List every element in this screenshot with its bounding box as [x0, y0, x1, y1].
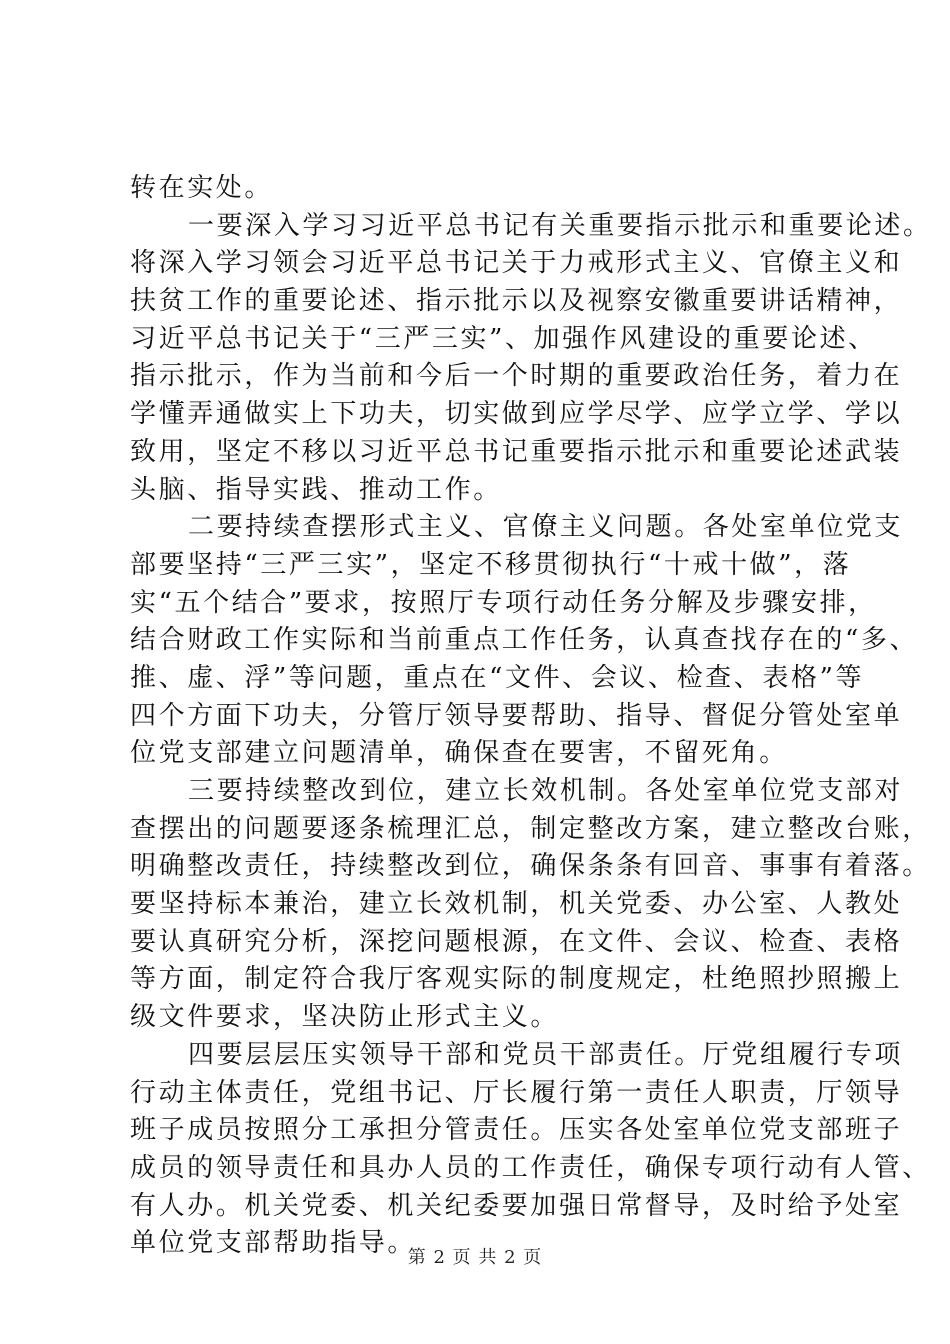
text-line: 习近平总书记关于“三严三实”、加强作风建设的重要论述、 — [130, 323, 877, 354]
text-line: 单位党支部帮助指导。 — [130, 1228, 417, 1259]
text-line: 行动主体责任，党组书记、厅长履行第一责任人职责，厅领导 — [130, 1077, 903, 1108]
text-line: 指示批示，作为当前和今后一个时期的重要政治任务，着力在 — [130, 361, 903, 392]
text-line: 实“五个结合”要求，按照厅专项行动任务分解及步骤安排， — [130, 587, 877, 618]
text-line: 成员的领导责任和具办人员的工作责任，确保专项行动有人管、 — [130, 1152, 931, 1183]
text-line: 要认真研究分析，深挖问题根源，在文件、会议、检查、表格 — [130, 926, 903, 957]
paragraph-first-line: 二要持续查摆形式主义、官僚主义问题。各处室单位党支 — [188, 512, 904, 543]
text-line: 查摆出的问题要逐条梳理汇总，制定整改方案，建立整改台账， — [130, 813, 931, 844]
text-line: 四个方面下功夫，分管厅领导要帮助、指导、督促分管处室单 — [130, 700, 903, 731]
text-line: 明确整改责任，持续整改到位，确保条条有回音、事事有着落。 — [130, 851, 931, 882]
page-footer: 第 2 页 共 2 页 — [407, 1247, 543, 1268]
text-line: 学懂弄通做实上下功夫，切实做到应学尽学、应学立学、学以 — [130, 399, 903, 430]
text-line: 级文件要求，坚决防止形式主义。 — [130, 1002, 560, 1033]
text-line: 要坚持标本兼治，建立长效机制，机关党委、办公室、人教处 — [130, 889, 903, 920]
text-line: 等方面，制定符合我厅客观实际的制度规定，杜绝照抄照搬上 — [130, 964, 903, 995]
text-line: 扶贫工作的重要论述、指示批示以及视察安徽重要讲话精神， — [130, 286, 903, 317]
paragraph-first-line: 四要层层压实领导干部和党员干部责任。厅党组履行专项 — [188, 1039, 904, 1070]
text-line: 位党支部建立问题清单，确保查在要害，不留死角。 — [130, 738, 788, 769]
text-line: 头脑、指导实践、推动工作。 — [130, 474, 502, 505]
paragraph-first-line: 三要持续整改到位，建立长效机制。各处室单位党支部对 — [188, 776, 904, 806]
document-body — [130, 170, 932, 1263]
text-line: 将深入学习领会习近平总书记关于力戒形式主义、官僚主义和 — [130, 248, 903, 279]
text-line: 班子成员按照分工承担分管责任。压实各处室单位党支部班子 — [130, 1115, 903, 1146]
text-line: 有人办。机关党委、机关纪委要加强日常督导，及时给予处室 — [130, 1190, 903, 1221]
text-line: 推、虚、浮”等问题，重点在“文件、会议、检查、表格”等 — [130, 662, 865, 693]
text-line: 致用，坚定不移以习近平总书记重要指示批示和重要论述武装 — [130, 436, 903, 467]
text-line: 结合财政工作实际和当前重点工作任务，认真查找存在的“多、 — [130, 625, 919, 656]
paragraph-first-line: 一要深入学习习近平总书记有关重要指示批示和重要论述。 — [188, 210, 932, 241]
text-line: 转在实处。 — [130, 173, 274, 203]
text-line: 部要坚持“三严三实”，坚定不移贯彻执行“十戒十做”，落 — [130, 549, 852, 580]
